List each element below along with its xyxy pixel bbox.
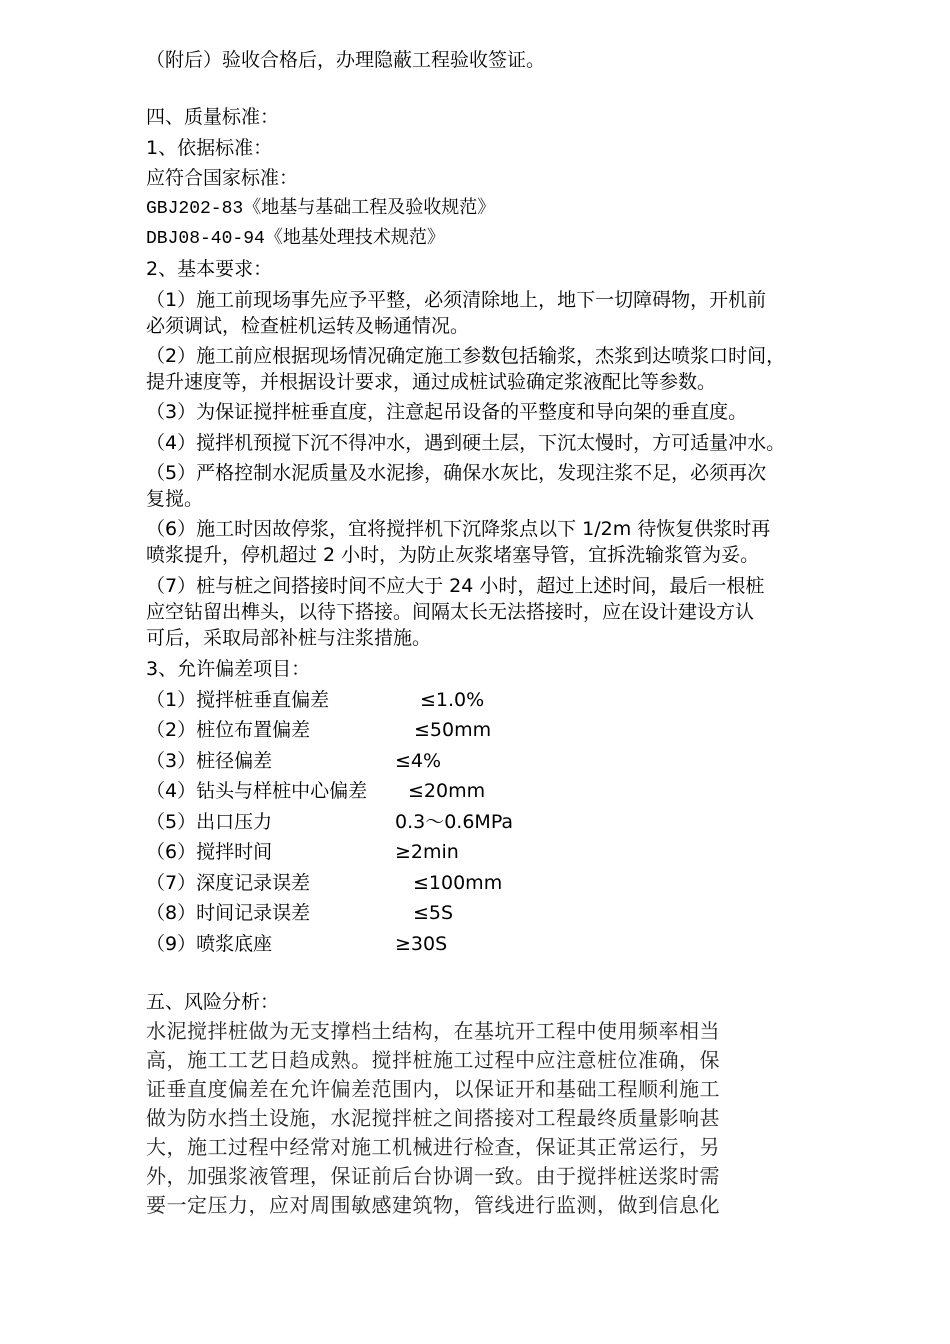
deviation-row [146,809,514,835]
requirement-item: （4）搅拌机预搅下沉不得冲水，遇到硬土层，下沉太慢时，方可适量冲水。 [146,432,786,454]
section-heading-risk-analysis: 五、风险分析： [146,991,280,1013]
deviation-row [146,839,459,865]
deviation-row [146,931,448,957]
requirement-item: （6）施工时因故停浆，宜将搅拌机下沉降浆点以下 1/2m 待恢复供浆时再 [146,518,771,540]
subheading-basis-standard: 1、依据标准： [146,137,273,159]
deviation-row [146,778,486,804]
paragraph-line: 做为防水挡土设施，水泥搅拌桩之间搭接对工程最终质量影响甚 [146,1106,720,1130]
paragraph-line: 高，施工工艺日趋成熟。搅拌桩施工过程中应注意桩位准确，保 [146,1048,720,1072]
deviation-value: ≥30S [395,933,448,955]
requirement-item-cont: 喷浆提升，停机超过 2 小时，为防止灰浆堵塞导管，宜拆洗输浆管为妥。 [146,544,760,566]
deviation-value: ≤20mm [408,780,486,802]
deviation-row [146,748,442,774]
deviation-value: ≥2min [395,841,459,863]
text-line: 应符合国家标准： [146,167,299,189]
deviation-label: （2）桩位布置偏差 [146,719,311,741]
deviation-label: （6）搅拌时间 [146,841,273,863]
deviation-label: （7）深度记录误差 [146,872,311,894]
deviation-label: （1）搅拌桩垂直偏差 [146,689,330,711]
subheading-basic-requirements: 2、基本要求： [146,258,273,280]
requirement-item: （5）严格控制水泥质量及水泥掺，确保水灰比，发现注浆不足，必须再次 [146,462,767,484]
requirement-item-cont: 可后，采取局部补桩与注浆措施。 [146,627,432,649]
requirement-item: （1）施工前现场事先应予平整，必须清除地上，地下一切障碍物，开机前 [146,289,767,311]
deviation-value: 0.3～0.6MPa [395,811,514,833]
deviation-row [146,900,454,926]
paragraph-line: 大，施工过程中经常对施工机械进行检查，保证其正常运行，另 [146,1135,720,1159]
subheading-allowed-deviation: 3、允许偏差项目： [146,658,311,680]
standard-reference: DBJ08-40-94《地基处理技术规范》 [146,229,445,249]
deviation-row [146,717,492,743]
requirement-item-cont: 提升速度等，并根据设计要求，通过成桩试验确定浆液配比等参数。 [146,371,717,393]
deviation-label: （3）桩径偏差 [146,750,273,772]
paragraph-line: 水泥搅拌桩做为无支撑档土结构，在基坑开工程中使用频率相当 [146,1019,720,1043]
deviation-value: ≤4% [395,750,442,772]
text-line: （附后）验收合格后，办理隐蔽工程验收签证。 [146,49,546,71]
section-heading-quality-standard: 四、质量标准： [146,106,280,128]
paragraph-line: 证垂直度偏差在允许偏差范围内，以保证开和基础工程顺利施工 [146,1077,720,1101]
requirement-item: （2）施工前应根据现场情况确定施工参数包括输浆，杰浆到达喷浆口时间， [146,345,786,367]
standard-reference: GBJ202-83《地基与基础工程及验收规范》 [146,199,496,219]
deviation-value: ≤1.0% [420,689,485,711]
deviation-value: ≤100mm [413,872,503,894]
deviation-label: （4）钻头与样桩中心偏差 [146,780,368,802]
deviation-label: （8）时间记录误差 [146,902,311,924]
deviation-value: ≤5S [413,902,454,924]
deviation-row [146,870,503,896]
paragraph-line: 要一定压力，应对周围敏感建筑物，管线进行监测，做到信息化 [146,1193,720,1217]
deviation-label: （5）出口压力 [146,811,273,833]
requirement-item: （3）为保证搅拌桩垂直度，注意起吊设备的平整度和导向架的垂直度。 [146,401,748,423]
deviation-value: ≤50mm [414,719,492,741]
requirement-item-cont: 复搅。 [146,488,204,510]
requirement-item: （7）桩与桩之间搭接时间不应大于 24 小时，超过上述时间，最后一根桩 [146,575,765,597]
paragraph-line: 外，加强浆液管理，保证前后台协调一致。由于搅拌桩送浆时需 [146,1164,720,1188]
requirement-item-cont: 应空钻留出榫头，以待下搭接。间隔太长无法搭接时，应在设计建设方认 [146,601,755,623]
deviation-row [146,687,485,713]
requirement-item-cont: 必须调试，检查桩机运转及畅通情况。 [146,315,470,337]
deviation-label: （9）喷浆底座 [146,933,273,955]
